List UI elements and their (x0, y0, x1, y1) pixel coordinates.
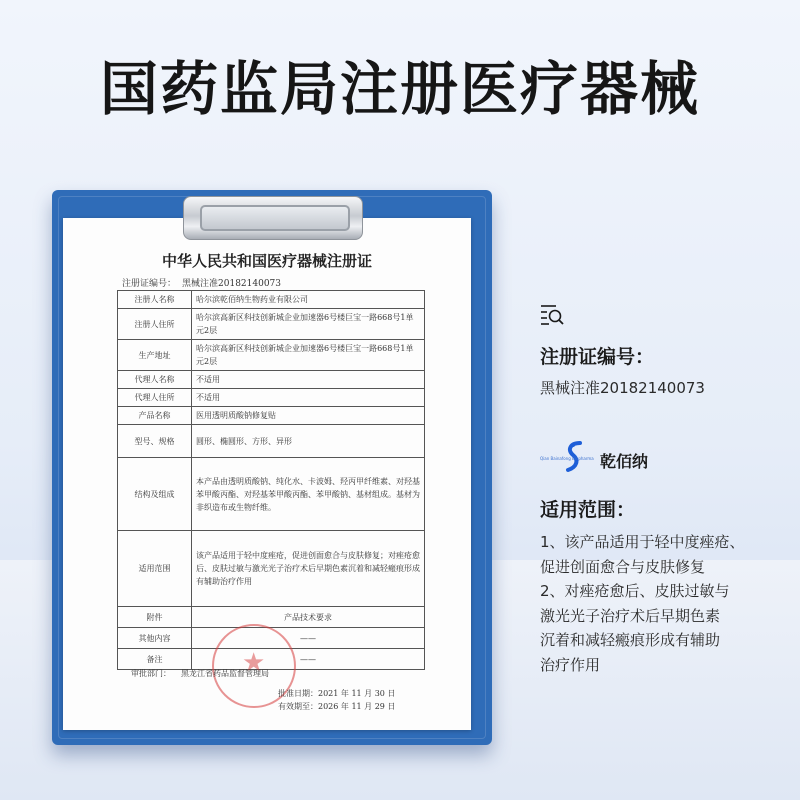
row-value: 医用透明质酸钠修复贴 (192, 407, 425, 425)
approval-date: 批准日期：2021 年 11 月 30 日 (278, 689, 396, 698)
page-headline: 国药监局注册医疗器械 (99, 55, 700, 123)
row-value: 产品技术要求 (192, 607, 425, 628)
row-label: 附件 (118, 607, 192, 628)
table-row (118, 309, 425, 340)
table-row (118, 389, 425, 407)
clipboard-clip (183, 196, 363, 240)
scope-line: 激光光子治疗术后早期色素 (540, 606, 721, 625)
certificate-table (117, 290, 425, 670)
row-value: —— (192, 628, 425, 649)
row-label: 结构及组成 (118, 458, 192, 531)
row-value: —— (192, 649, 425, 670)
scope-label: 适用范围： (540, 499, 636, 521)
brand-subtitle: Qian Bainafong Biopharma (540, 456, 594, 461)
search-document-icon (540, 303, 564, 327)
approver-value: 黑龙江省药品监督管理局 (181, 669, 269, 678)
row-label: 代理人名称 (118, 371, 192, 389)
row-label: 注册人名称 (118, 291, 192, 309)
scope-line: 2、对痤疮愈后、皮肤过敏与 (540, 582, 730, 600)
scope-line: 沉着和减轻瘢痕形成有辅助 (540, 631, 721, 649)
certificate-number-label: 注册证编号： (122, 279, 177, 289)
approver-label: 审批部门： (131, 669, 171, 678)
row-value: 哈尔滨乾佰纳生物药业有限公司 (192, 291, 425, 309)
table-row (118, 407, 425, 425)
row-label: 其他内容 (118, 628, 192, 649)
table-row (118, 607, 425, 628)
row-label: 生产地址 (118, 340, 192, 371)
row-value: 哈尔滨高新区科技创新城企业加速器6号楼巨宝一路668号1单元2层 (192, 309, 425, 340)
scope-line: 1、该产品适用于轻中度痤疮、 (540, 533, 745, 551)
row-label: 产品名称 (118, 407, 192, 425)
row-label: 代理人住所 (118, 389, 192, 407)
row-label: 型号、规格 (118, 425, 192, 458)
table-row (118, 531, 425, 607)
table-row (118, 458, 425, 531)
certificate-number (122, 276, 281, 289)
row-label: 注册人住所 (118, 309, 192, 340)
row-value: 圆形、椭圆形、方形、异形 (192, 425, 425, 458)
table-row (118, 291, 425, 309)
table-row (118, 371, 425, 389)
row-value: 不适用 (192, 389, 425, 407)
registration-value: 黑械注准20182140073 (540, 379, 705, 397)
row-value: 哈尔滨高新区科技创新城企业加速器6号楼巨宝一路668号1单元2层 (192, 340, 425, 371)
brand-name: 乾佰纳 (600, 452, 649, 471)
scope-text (540, 530, 770, 677)
certificate-dates (278, 687, 395, 713)
expiry-date: 有效期至：2026 年 11 月 29 日 (278, 702, 396, 711)
table-row (118, 425, 425, 458)
brand (540, 440, 700, 480)
row-value: 不适用 (192, 371, 425, 389)
row-value: 该产品适用于轻中度痤疮，促进创面愈合与皮肤修复；对痤疮愈后、皮肤过敏与激光光子治疗术后早期色素沉着和减轻瘢痕形成有辅助治疗作用 (192, 531, 425, 607)
scope-line: 治疗作用 (540, 655, 601, 674)
row-label: 备注 (118, 649, 192, 670)
row-value: 本产品由透明质酸钠、纯化水、卡波姆、羟丙甲纤维素、对羟基苯甲酸丙酯、对羟基苯甲酸丙酯、苯甲酸钠、基材组成。基材为非织造布或生物纤维。 (192, 458, 425, 531)
table-row (118, 340, 425, 371)
certificate-number-value: 黑械注准20182140073 (182, 279, 282, 289)
registration-label: 注册证编号： (540, 346, 655, 368)
scope-line: 促进创面愈合与皮肤修复 (540, 557, 706, 576)
approver (131, 668, 269, 679)
row-label: 适用范围 (118, 531, 192, 607)
certificate-title: 中华人民共和国医疗器械注册证 (161, 252, 372, 270)
